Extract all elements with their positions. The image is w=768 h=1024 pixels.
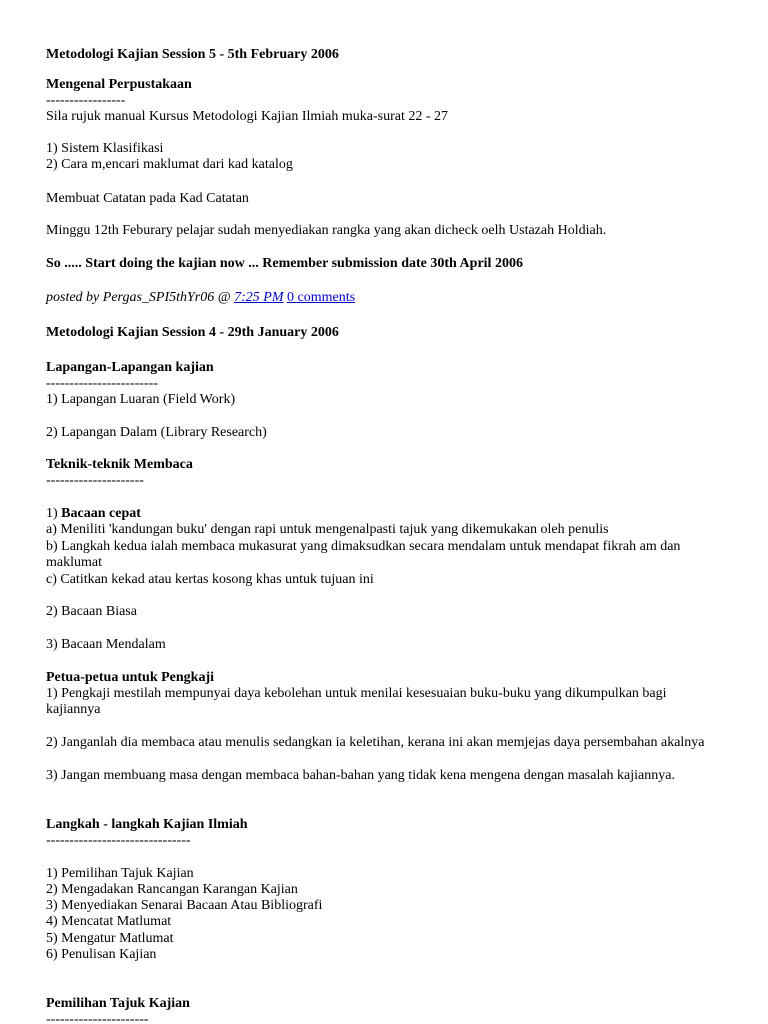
section-heading: Langkah - langkah Kajian Ilmiah	[46, 817, 248, 832]
list-item: 6) Penulisan Kajian	[46, 947, 157, 962]
list-item: 2) Lapangan Dalam (Library Research)	[46, 425, 267, 440]
list-item	[46, 506, 141, 522]
divider-rule: ----------------------	[46, 1012, 149, 1024]
comments-link[interactable]: 0 comments	[287, 290, 356, 305]
list-item: 5) Mengatur Matlumat	[46, 931, 174, 946]
list-item: 1) Pemilihan Tajuk Kajian	[46, 866, 194, 881]
posted-by-text: posted by Pergas_SPI5thYr06 @	[46, 290, 235, 305]
divider-rule: ---------------------	[46, 473, 144, 488]
list-item-continued: kajiannya	[46, 702, 101, 717]
post-time-link[interactable]: 7:25 PM	[234, 290, 284, 305]
section-heading: Pemilihan Tajuk Kajian	[46, 996, 190, 1011]
item-number: 1)	[46, 506, 62, 521]
list-item: 2) Cara m,encari maklumat dari kad katalog	[46, 157, 293, 172]
list-item: 1) Pengkaji mestilah mempunyai daya kebolehan untuk menilai kesesuaian buku-buku yang dikumpulkan bagi	[46, 686, 667, 701]
post-footer	[46, 290, 355, 306]
list-item: 3) Jangan membuang masa dengan membaca bahan-bahan yang tidak kena mengena dengan masalah kajiannya.	[46, 768, 675, 783]
section-heading: Petua-petua untuk Pengkaji	[46, 670, 215, 685]
list-item: 4) Mencatat Matlumat	[46, 914, 172, 929]
sub-item: b) Langkah kedua ialah membaca mukasurat yang dimaksudkan secara mendalam untuk mendapat fikrah am dan	[46, 539, 681, 554]
list-item: 1) Sistem Klasifikasi	[46, 141, 164, 156]
list-item: 1) Lapangan Luaran (Field Work)	[46, 392, 236, 407]
item-label: Bacaan cepat	[61, 506, 141, 521]
list-item: 3) Bacaan Mendalam	[46, 637, 166, 652]
body-text: Sila rujuk manual Kursus Metodologi Kajian Ilmiah muka-surat 22 - 27	[46, 109, 449, 124]
body-text: Minggu 12th Feburary pelajar sudah menyediakan rangka yang akan dicheck oelh Ustazah Holdiah.	[46, 223, 607, 238]
list-item: 2) Janganlah dia membaca atau menulis sedangkan ia keletihan, kerana ini akan memjejas daya persembahan akalnya	[46, 735, 705, 750]
divider-rule: -------------------------------	[46, 833, 191, 848]
list-item: 2) Bacaan Biasa	[46, 604, 137, 619]
post-title: Metodologi Kajian Session 4 - 29th January 2006	[46, 325, 339, 340]
list-item: 2) Mengadakan Rancangan Karangan Kajian	[46, 882, 298, 897]
post-title: Metodologi Kajian Session 5 - 5th February 2006	[46, 47, 339, 62]
section-heading: Teknik-teknik Membaca	[46, 457, 193, 472]
sub-item-continued: maklumat	[46, 555, 102, 570]
sub-item: a) Meniliti 'kandungan buku' dengan rapi untuk mengenalpasti tajuk yang dikemukakan oleh penulis	[46, 522, 609, 537]
list-item: 3) Menyediakan Senarai Bacaan Atau Bibliografi	[46, 898, 323, 913]
sub-item: c) Catitkan kekad atau kertas kosong khas untuk tujuan ini	[46, 572, 374, 587]
divider-rule: ------------------------	[46, 376, 158, 391]
section-heading: Lapangan-Lapangan kajian	[46, 360, 214, 375]
body-text: Membuat Catatan pada Kad Catatan	[46, 191, 249, 206]
section-heading: Mengenal Perpustakaan	[46, 77, 192, 92]
reminder-text: So ..... Start doing the kajian now ... Remember submission date 30th April 2006	[46, 256, 523, 271]
divider-rule: -----------------	[46, 93, 126, 108]
